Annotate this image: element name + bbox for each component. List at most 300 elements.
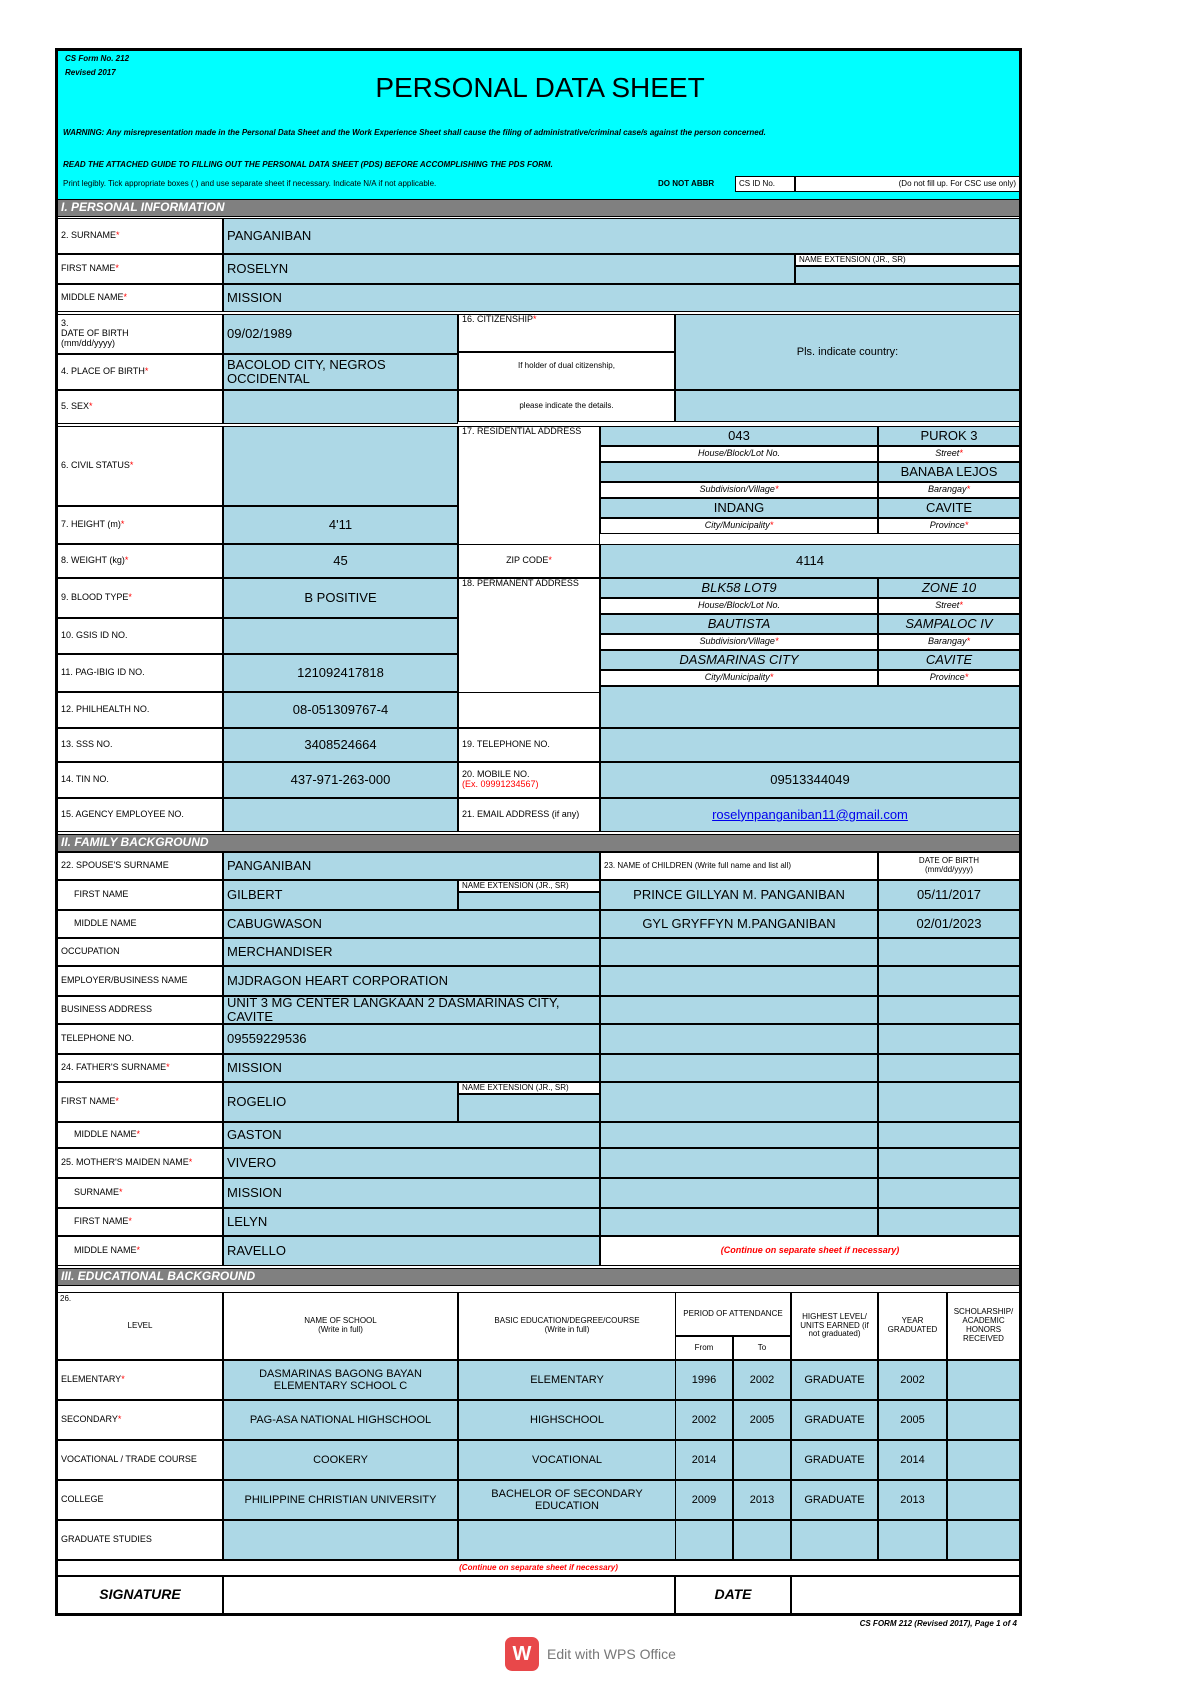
edu-highest-input-text: GRADUATE [804,1413,865,1426]
form-number-text: CS Form No. 212 [65,53,130,63]
philhealth-input[interactable] [223,692,458,728]
edu-school-header-text: NAME OF SCHOOL (Write in full) [304,1316,377,1334]
spouse-firstname-input[interactable] [223,880,458,910]
edu-level-label [57,1360,223,1400]
res-street-input-text: PUROK 3 [920,427,978,443]
res-house-caption-text: House/Block/Lot No. [697,448,781,459]
father-firstname-input[interactable] [223,1082,458,1122]
mobile-title: 20. MOBILE NO. [462,769,530,780]
edu-school-input[interactable] [223,1440,458,1480]
perm-subdivision-caption-text: Subdivision/Village [699,636,775,647]
edu-to-header-text: To [757,1342,767,1352]
child-dob-input[interactable] [878,1148,1020,1178]
edu-from-input-text: 2014 [691,1453,717,1466]
edu-from-input[interactable] [675,1400,733,1440]
mother-middlename-label [57,1236,223,1266]
place-birth-input[interactable] [223,354,458,390]
edu-from-input[interactable] [675,1440,733,1480]
edu-school-input[interactable] [223,1360,458,1400]
children-header-text: 23. NAME of CHILDREN (Write full name and list all) [604,860,792,870]
citizenship-label [458,314,675,352]
required-asterisk: * [774,636,779,647]
edu-to-input[interactable] [733,1440,791,1480]
perm-house-input[interactable] [600,578,878,598]
child-dob-input[interactable] [878,938,1020,966]
edu-honors-input[interactable] [947,1480,1020,1520]
height-input-text: 4'11 [328,516,353,532]
child-dob-input[interactable] [878,1178,1020,1208]
edu-level-label [57,1480,223,1520]
mother-firstname-input[interactable] [223,1208,600,1236]
perm-subdivision-input[interactable] [600,614,878,634]
spouse-middlename-label-text: MIDDLE NAME [74,918,137,929]
res-barangay-caption [878,482,1020,498]
required-asterisk: * [964,672,969,683]
surname-label [57,218,223,254]
edu-school-input-text: PHILIPPINE CHRISTIAN UNIVERSITY [244,1493,437,1506]
perm-barangay-caption-text: Barangay [927,636,967,647]
perm-barangay-input[interactable] [878,614,1020,634]
father-middlename-input[interactable] [223,1122,600,1148]
sss-input[interactable] [223,728,458,762]
perm-house-input-text: BLK58 LOT9 [701,579,777,595]
mother-surname-input[interactable] [223,1178,600,1208]
mother-middlename-input[interactable] [223,1236,600,1266]
mother-maiden-label-text: 25. MOTHER'S MAIDEN NAME [61,1157,189,1168]
edu-honors-input[interactable] [947,1520,1020,1560]
firstname-input[interactable] [223,254,795,284]
csc-use-field[interactable] [795,176,1020,192]
spouse-business-address-label [57,996,223,1024]
edu-school-input-text: COOKERY [313,1453,368,1466]
child-dob-input[interactable] [878,910,1020,938]
dob-title: DATE OF BIRTH [61,328,129,339]
edu-year-input[interactable] [878,1360,947,1400]
edu-honors-input[interactable] [947,1400,1020,1440]
edu-number: 26. [60,1294,72,1303]
tin-input-text: 437-971-263-000 [290,771,391,787]
pagibig-input[interactable] [223,654,458,692]
res-house-caption [600,446,878,462]
edu-school-input-text: DASMARINAS BAGONG BAYAN ELEMENTARY SCHOOL C [259,1367,422,1392]
required-asterisk: * [117,1414,122,1425]
tin-input[interactable] [223,762,458,798]
required-asterisk: * [144,366,149,377]
dob-number: 3. [61,318,69,329]
required-asterisk: * [959,600,963,611]
child-dob-input[interactable] [878,966,1020,996]
section-family-background [57,834,1020,852]
required-asterisk: * [124,555,129,566]
res-province-caption [878,518,1020,534]
edu-honors-input[interactable] [947,1440,1020,1480]
spouse-business-address-input[interactable] [223,996,600,1024]
weight-input-text: 45 [333,552,348,568]
father-surname-input-text: MISSION [227,1059,282,1075]
edu-to-input[interactable] [733,1520,791,1560]
edu-course-header-text: BASIC EDUCATION/DEGREE/COURSE (Write in full) [494,1316,640,1334]
child-name-input[interactable] [600,1122,878,1148]
wps-edit-link[interactable] [505,1637,676,1671]
edu-continue-note-text: (Continue on separate sheet if necessary) [459,1562,618,1572]
res-street-caption [878,446,1020,462]
edu-school-input[interactable] [223,1520,458,1560]
warning-text-text: WARNING: Any misrepresentation made in the Personal Data Sheet and the Work Experience Sheet shall cause the filing of administrative/criminal case/s against the person concerned. [63,127,766,137]
father-firstname-label-text: FIRST NAME [61,1096,116,1107]
child-dob-input-text: 05/11/2017 [916,886,982,902]
mother-surname-input-text: MISSION [227,1184,282,1200]
edu-course-input[interactable] [458,1440,676,1480]
father-firstname-input-text: ROGELIO [227,1093,287,1109]
telephone-input[interactable] [600,728,1020,762]
res-zip-input-text: 4114 [796,552,824,568]
required-asterisk: * [116,230,120,241]
spouse-firstname-label-text: FIRST NAME [74,889,129,900]
mother-maiden-input[interactable] [223,1148,600,1178]
child-dob-input[interactable] [878,1054,1020,1082]
father-surname-input[interactable] [223,1054,600,1082]
form-revised [62,66,282,80]
father-firstname-label [57,1082,223,1122]
res-zip-label [458,544,600,578]
gsis-label-text: 10. GSIS ID NO. [61,630,128,641]
middlename-label-text: MIDDLE NAME [61,292,124,303]
child-dob-input[interactable] [878,996,1020,1024]
father-middlename-label-text: MIDDLE NAME [74,1129,137,1140]
edu-from-input[interactable] [675,1360,733,1400]
child-dob-input[interactable] [878,1122,1020,1148]
spouse-employer-label [57,966,223,996]
required-asterisk: * [548,555,552,566]
edu-to-input-text: 2005 [749,1413,775,1426]
edu-from-input[interactable] [675,1520,733,1560]
required-asterisk: * [119,1187,123,1198]
edu-school-input-text: PAG-ASA NATIONAL HIGHSCHOOL [249,1413,432,1426]
spouse-middlename-input[interactable] [223,910,600,938]
edu-to-header [733,1336,791,1360]
res-province-input[interactable] [878,498,1020,518]
read-guide-text [60,158,1020,172]
date-field[interactable] [791,1576,1020,1614]
spouse-firstname-ext-label-text: NAME EXTENSION (JR., SR) [462,880,569,890]
sss-label-text: 13. SSS NO. [61,739,113,750]
child-name-input[interactable] [600,880,878,910]
res-house-input-text: 043 [728,427,750,443]
edu-to-input[interactable] [733,1360,791,1400]
perm-province-input[interactable] [878,650,1020,670]
height-label [57,506,223,544]
email-link[interactable] [600,798,1020,832]
edu-honors-header [947,1292,1020,1360]
page-note-text: CS FORM 212 (Revised 2017), Page 1 of 4 [859,1618,1017,1628]
mobile-label [458,762,600,798]
res-zip-input[interactable] [600,544,1020,578]
child-name-input[interactable] [600,966,878,996]
blood-type-label [57,578,223,618]
edu-highest-input[interactable] [791,1400,878,1440]
edu-to-input-text: 2002 [749,1373,775,1386]
child-name-input[interactable] [600,1082,878,1122]
child-name-input[interactable] [600,1178,878,1208]
edu-course-input[interactable] [458,1480,676,1520]
spouse-occupation-input[interactable] [223,938,600,966]
perm-house-caption-text: House/Block/Lot No. [697,600,781,611]
middlename-input[interactable] [223,284,1020,312]
required-asterisk: * [115,263,119,274]
edu-level-label-text: ELEMENTARY [61,1374,122,1385]
spouse-occupation-label [57,938,223,966]
required-asterisk: * [120,519,125,530]
edu-level-header-text: LEVEL [127,1320,153,1330]
sss-input-text: 3408524664 [304,736,377,752]
res-subdivision-input[interactable] [600,462,878,482]
email-link-text: roselynpanganiban11@gmail.com [712,806,908,822]
spouse-telephone-input[interactable] [223,1024,600,1054]
spouse-firstname-ext-input[interactable] [458,892,600,910]
name-ext-label [795,254,1020,266]
child-name-input-text: PRINCE GILLYAN M. PANGANIBAN [633,886,845,902]
child-name-input[interactable] [600,1054,878,1082]
perm-zip-input[interactable] [600,686,1020,728]
warning-text [60,126,1020,140]
perm-province-caption-text: Province [929,672,965,683]
res-barangay-input-text: BANABA LEJOS [900,463,998,479]
edu-highest-input[interactable] [791,1360,878,1400]
spouse-surname-label-text: 22. SPOUSE'S SURNAME [61,860,169,871]
dob-format: (mm/dd/yyyy) [61,337,115,348]
edu-from-header [675,1336,733,1360]
edu-year-header [878,1292,947,1360]
weight-label-text: 8. WEIGHT (kg) [61,555,125,566]
edu-from-input[interactable] [675,1480,733,1520]
edu-level-label-text: COLLEGE [61,1494,104,1505]
instruction-text-text: Print legibly. Tick appropriate boxes ( ) and use separate sheet if necessary. Indicate N/A if not applicable. [63,178,437,188]
permanent-address-label-text: 18. PERMANENT ADDRESS [462,578,579,588]
country-input[interactable] [675,314,1020,390]
date-label-text: DATE [714,1586,752,1603]
perm-street-input[interactable] [878,578,1020,598]
edu-highest-input-text: GRADUATE [804,1373,865,1386]
edu-level-label-text: GRADUATE STUDIES [61,1534,152,1545]
edu-course-input[interactable] [458,1520,676,1560]
edu-highest-header-text: HIGHEST LEVEL/ UNITS EARNED (if not graduated) [800,1311,869,1339]
res-city-caption [600,518,878,534]
sex-label-text: 5. SEX [61,401,90,412]
edu-school-input[interactable] [223,1400,458,1440]
firstname-label-text: FIRST NAME [61,263,116,274]
edu-school-input[interactable] [223,1480,458,1520]
required-asterisk: * [769,672,774,683]
form-title [300,66,780,110]
edu-level-header [57,1292,223,1360]
edu-period-header [675,1292,791,1336]
blood-type-input-text: B POSITIVE [304,589,377,605]
middlename-label [57,284,223,312]
res-street-input[interactable] [878,426,1020,446]
father-firstname-ext-label-text: NAME EXTENSION (JR., SR) [462,1082,569,1092]
required-asterisk: * [769,520,774,531]
gsis-input[interactable] [223,618,458,654]
edu-course-input-text: VOCATIONAL [531,1453,603,1466]
section-family-background-text: II. FAMILY BACKGROUND [61,835,209,850]
res-zip-label-text: ZIP CODE [506,555,549,566]
mother-surname-label [57,1178,223,1208]
place-birth-label [57,354,223,390]
perm-house-caption [600,598,878,614]
children-dob-format: (mm/dd/yyyy) [925,865,973,874]
civil-status-input[interactable] [223,426,458,506]
weight-input[interactable] [223,544,458,578]
sex-input[interactable] [223,390,458,424]
edu-highest-input[interactable] [791,1440,878,1480]
height-input[interactable] [223,506,458,544]
res-subdivision-caption-text: Subdivision/Village [699,484,775,495]
signature-field[interactable] [223,1576,675,1614]
required-asterisk: * [115,1096,119,1107]
perm-city-caption-text: City/Municipality [704,672,770,683]
blood-type-label-text: 9. BLOOD TYPE [61,592,129,603]
dual-note-2 [458,390,675,422]
edu-from-input-text: 1996 [691,1373,717,1386]
child-name-input[interactable] [600,1024,878,1054]
spouse-firstname-ext-label [458,880,600,892]
edu-year-input-text: 2002 [900,1373,925,1386]
res-house-input[interactable] [600,426,878,446]
edu-honors-input[interactable] [947,1360,1020,1400]
form-title-text: PERSONAL DATA SHEET [375,71,705,103]
mother-maiden-input-text: VIVERO [227,1154,277,1170]
dual-note-1 [458,358,675,374]
children-continue-note [600,1236,1020,1266]
required-asterisk: * [136,1129,141,1140]
edu-level-label [57,1400,223,1440]
spouse-occupation-input-text: MERCHANDISER [227,943,333,959]
edu-year-input[interactable] [878,1440,947,1480]
spouse-surname-input[interactable] [223,852,600,880]
dob-input[interactable] [223,314,458,354]
child-dob-input[interactable] [878,1082,1020,1122]
pagibig-label-text: 11. PAG-IBIG ID NO. [61,667,145,678]
wps-office-icon: W [505,1637,539,1671]
edu-highest-input[interactable] [791,1520,878,1560]
edu-highest-header [791,1292,878,1360]
telephone-label-text: 19. TELEPHONE NO. [462,739,550,750]
required-asterisk: * [128,1216,132,1227]
edu-year-input[interactable] [878,1520,947,1560]
child-name-input[interactable] [600,1208,878,1236]
spouse-employer-input[interactable] [223,966,600,996]
perm-barangay-caption [878,634,1020,650]
spouse-firstname-label [57,880,223,910]
perm-subdivision-caption [600,634,878,650]
father-middlename-input-text: GASTON [227,1126,282,1142]
perm-city-caption [600,670,878,686]
section-educational-background-text: III. EDUCATIONAL BACKGROUND [61,1269,256,1284]
instruction-text [60,176,660,192]
spouse-employer-input-text: MJDRAGON HEART CORPORATION [227,972,449,988]
spouse-telephone-label-text: TELEPHONE NO. [61,1033,135,1044]
mother-firstname-label [57,1208,223,1236]
tin-label [57,762,223,798]
mother-surname-label-text: SURNAME [74,1187,120,1198]
form-revised-text: Revised 2017 [65,67,116,77]
father-surname-label [57,1054,223,1082]
child-name-input[interactable] [600,910,878,938]
pagibig-input-text: 121092417818 [297,664,384,680]
place-birth-input-text: BACOLOD CITY, NEGROS OCCIDENTAL [227,356,386,386]
edu-year-header-text: YEAR GRADUATED [887,1316,938,1334]
spouse-employer-label-text: EMPLOYER/BUSINESS NAME [61,975,188,986]
page-note [700,1616,1020,1632]
res-city-caption-text: City/Municipality [704,520,770,531]
required-asterisk: * [533,314,537,324]
perm-street-input-text: ZONE 10 [921,579,977,595]
country-detail-input[interactable] [675,390,1020,422]
spouse-firstname-input-text: GILBERT [227,886,283,902]
edu-year-input[interactable] [878,1480,947,1520]
child-name-input[interactable] [600,1148,878,1178]
required-asterisk: * [966,484,971,495]
surname-input[interactable] [223,218,1020,254]
mobile-input[interactable] [600,762,1020,798]
edu-from-input-text: 2002 [691,1413,717,1426]
section-personal-info-text: I. PERSONAL INFORMATION [61,200,225,215]
middlename-input-text: MISSION [227,289,282,305]
perm-city-input-text: DASMARINAS CITY [679,651,799,667]
spouse-occupation-label-text: OCCUPATION [61,946,120,957]
child-name-input[interactable] [600,938,878,966]
firstname-input-text: ROSELYN [227,260,289,276]
child-name-input[interactable] [600,996,878,1024]
child-dob-input[interactable] [878,1208,1020,1236]
edu-course-input[interactable] [458,1360,676,1400]
required-asterisk: * [123,292,128,303]
edu-highest-input[interactable] [791,1480,878,1520]
perm-barangay-input-text: SAMPALOC IV [905,615,993,631]
perm-city-input[interactable] [600,650,878,670]
do-not-abbreviate-text: DO NOT ABBR [658,178,715,188]
res-barangay-input[interactable] [878,462,1020,482]
child-dob-input[interactable] [878,1024,1020,1054]
res-province-caption-text: Province [929,520,965,531]
child-dob-input[interactable] [878,880,1020,910]
res-city-input[interactable] [600,498,878,518]
agency-employee-input[interactable] [223,798,458,832]
edu-course-input[interactable] [458,1400,676,1440]
residential-address-label-text: 17. RESIDENTIAL ADDRESS [462,426,582,436]
edu-to-input-text: 2013 [749,1493,775,1506]
edu-to-input[interactable] [733,1480,791,1520]
edu-honors-header-text: SCHOLARSHIP/ ACADEMIC HONORS RECEIVED [953,1307,1014,1343]
perm-street-caption-text: Street [935,600,960,611]
blood-type-input[interactable] [223,578,458,618]
edu-to-input[interactable] [733,1400,791,1440]
children-header [600,852,878,880]
edu-level-label-text: SECONDARY [61,1414,118,1425]
edu-level-label [57,1520,223,1560]
father-firstname-ext-input[interactable] [458,1094,600,1122]
father-firstname-ext-label [458,1082,600,1094]
edu-from-header-text: From [694,1342,714,1352]
children-continue-note-text: (Continue on separate sheet if necessary) [720,1245,900,1256]
name-ext-label-text: NAME EXTENSION (JR., SR) [799,254,906,264]
edu-course-input-text: BACHELOR OF SECONDARY EDUCATION [491,1487,643,1512]
name-ext-input[interactable] [795,266,1020,284]
tin-label-text: 14. TIN NO. [61,774,109,785]
edu-course-input-text: ELEMENTARY [530,1373,604,1386]
edu-year-input[interactable] [878,1400,947,1440]
date-label [675,1576,791,1614]
